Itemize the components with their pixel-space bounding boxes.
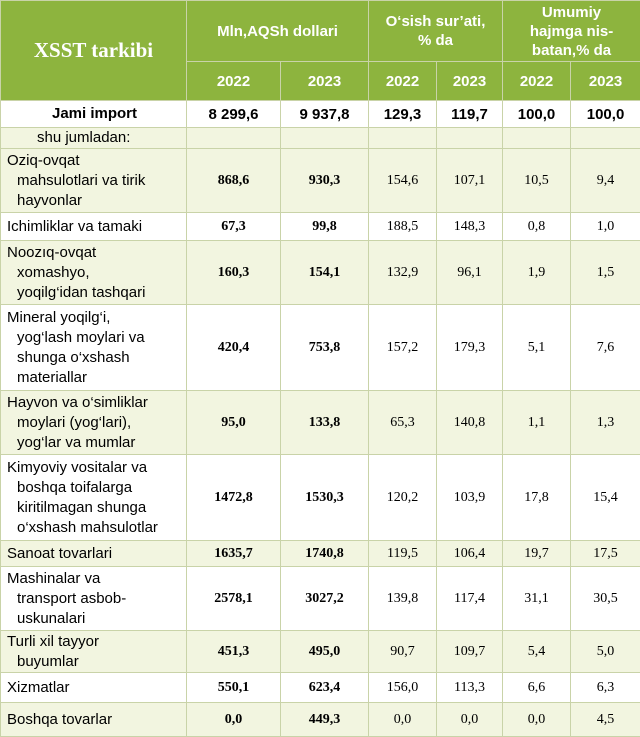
row-value: 0,0 — [503, 703, 571, 737]
row-value: 451,3 — [187, 631, 281, 673]
header-year: 2023 — [437, 62, 503, 101]
row-value: 5,1 — [503, 305, 571, 391]
row-value: 550,1 — [187, 673, 281, 703]
table-row — [1, 391, 640, 455]
row-label-line: yog‘lar va mumlar — [7, 433, 182, 453]
row-label-line: moylari (yog‘lari), — [7, 413, 182, 433]
row-label-line: kiritilmagan shunga — [7, 498, 182, 518]
row-value: 7,6 — [571, 305, 640, 391]
row-value: 420,4 — [187, 305, 281, 391]
total-value: 8 299,6 — [187, 101, 281, 128]
header-year: 2022 — [503, 62, 571, 101]
row-value: 156,0 — [369, 673, 437, 703]
subheader-label: shu jumladan: — [1, 128, 187, 149]
row-value: 99,8 — [281, 213, 369, 241]
row-label-line: Ichimliklar va tamaki — [7, 217, 182, 237]
row-value: 1,3 — [571, 391, 640, 455]
total-value: 129,3 — [369, 101, 437, 128]
empty-cell — [281, 128, 369, 149]
row-value: 179,3 — [437, 305, 503, 391]
row-value: 0,0 — [437, 703, 503, 737]
row-label — [1, 241, 187, 305]
row-label — [1, 567, 187, 631]
row-value: 6,3 — [571, 673, 640, 703]
row-label-line: o‘xshash mahsulotlar — [7, 518, 182, 538]
row-label-line: Sanoat tovarlari — [7, 544, 182, 564]
row-value: 2578,1 — [187, 567, 281, 631]
row-value: 117,4 — [437, 567, 503, 631]
row-label-line: Kimyoviy vositalar va — [7, 458, 182, 478]
row-label-line: hayvonlar — [7, 191, 182, 211]
header-year: 2023 — [571, 62, 640, 101]
row-value: 31,1 — [503, 567, 571, 631]
row-value: 140,8 — [437, 391, 503, 455]
row-value: 1472,8 — [187, 455, 281, 541]
row-value: 449,3 — [281, 703, 369, 737]
row-value: 90,7 — [369, 631, 437, 673]
table-row — [1, 241, 640, 305]
row-label — [1, 391, 187, 455]
header-year: 2022 — [369, 62, 437, 101]
empty-cell — [187, 128, 281, 149]
row-value: 154,1 — [281, 241, 369, 305]
row-value: 3027,2 — [281, 567, 369, 631]
empty-cell — [437, 128, 503, 149]
row-value: 106,4 — [437, 541, 503, 567]
row-label-line: Oziq-ovqat — [7, 151, 182, 171]
row-value: 160,3 — [187, 241, 281, 305]
row-value: 623,4 — [281, 673, 369, 703]
row-value: 19,7 — [503, 541, 571, 567]
total-value: 100,0 — [571, 101, 640, 128]
total-value: 119,7 — [437, 101, 503, 128]
row-value: 753,8 — [281, 305, 369, 391]
table-row — [1, 703, 640, 737]
header-year: 2022 — [187, 62, 281, 101]
header-group-share-line3: batan,% da — [532, 42, 611, 59]
row-value: 6,6 — [503, 673, 571, 703]
row-value: 868,6 — [187, 149, 281, 213]
row-label — [1, 541, 187, 567]
header-group-growth-line2: % da — [418, 32, 453, 49]
row-value: 0,0 — [187, 703, 281, 737]
row-value: 103,9 — [437, 455, 503, 541]
row-value: 109,7 — [437, 631, 503, 673]
row-label — [1, 305, 187, 391]
empty-cell — [571, 128, 640, 149]
row-value: 930,3 — [281, 149, 369, 213]
row-value: 1,1 — [503, 391, 571, 455]
row-label-line: Mashinalar va — [7, 569, 182, 589]
row-label-line: buyumlar — [7, 652, 182, 672]
row-value: 1530,3 — [281, 455, 369, 541]
row-label-line: mahsulotlari va tirik — [7, 171, 182, 191]
row-value: 157,2 — [369, 305, 437, 391]
header-group-share — [503, 1, 640, 62]
row-value: 65,3 — [369, 391, 437, 455]
header-group-share-line1: Umumiy — [542, 4, 601, 21]
empty-cell — [369, 128, 437, 149]
row-label — [1, 455, 187, 541]
row-label-line: transport asbob- — [7, 589, 182, 609]
header-group-growth — [369, 1, 503, 62]
row-value: 1635,7 — [187, 541, 281, 567]
row-value: 95,0 — [187, 391, 281, 455]
table-row — [1, 673, 640, 703]
row-value: 5,4 — [503, 631, 571, 673]
row-value: 113,3 — [437, 673, 503, 703]
row-label-line: yog‘lash moylari va — [7, 328, 182, 348]
row-label — [1, 673, 187, 703]
row-value: 30,5 — [571, 567, 640, 631]
row-value: 10,5 — [503, 149, 571, 213]
table-row — [1, 631, 640, 673]
row-label-line: xomashyo, — [7, 263, 182, 283]
row-value: 132,9 — [369, 241, 437, 305]
table-row — [1, 541, 640, 567]
row-label-line: yoqilg‘idan tashqari — [7, 283, 182, 303]
row-label-line: Boshqa tovarlar — [7, 710, 182, 730]
row-value: 139,8 — [369, 567, 437, 631]
row-value: 0,8 — [503, 213, 571, 241]
row-value: 495,0 — [281, 631, 369, 673]
row-label-line: Xizmatlar — [7, 678, 182, 698]
row-value: 17,8 — [503, 455, 571, 541]
row-value: 9,4 — [571, 149, 640, 213]
header-group-growth-line1: O‘sish sur’ati, — [386, 13, 486, 30]
row-value: 4,5 — [571, 703, 640, 737]
total-value: 100,0 — [503, 101, 571, 128]
row-label-line: Mineral yoqilg‘i, — [7, 308, 182, 328]
header-group-share-line2: hajmga nis- — [530, 23, 613, 40]
row-label — [1, 631, 187, 673]
table-row — [1, 213, 640, 241]
row-label-line: materiallar — [7, 368, 182, 388]
row-value: 5,0 — [571, 631, 640, 673]
row-value: 1,9 — [503, 241, 571, 305]
row-value: 0,0 — [369, 703, 437, 737]
header-title: XSST tarkibi — [1, 1, 187, 101]
row-label — [1, 149, 187, 213]
header-year: 2023 — [281, 62, 369, 101]
empty-cell — [503, 128, 571, 149]
row-value: 1740,8 — [281, 541, 369, 567]
table-row — [1, 149, 640, 213]
row-value: 119,5 — [369, 541, 437, 567]
row-label — [1, 213, 187, 241]
row-value: 1,0 — [571, 213, 640, 241]
total-value: 9 937,8 — [281, 101, 369, 128]
row-value: 154,6 — [369, 149, 437, 213]
row-label — [1, 703, 187, 737]
row-value: 1,5 — [571, 241, 640, 305]
row-label-line: Noozıq-ovqat — [7, 243, 182, 263]
header-group-value: Mln,AQSh dollari — [187, 1, 369, 62]
table-row — [1, 455, 640, 541]
row-value: 15,4 — [571, 455, 640, 541]
row-label-line: boshqa toifalarga — [7, 478, 182, 498]
row-value: 188,5 — [369, 213, 437, 241]
table-row — [1, 567, 640, 631]
row-label-line: Hayvon va o‘simliklar — [7, 393, 182, 413]
row-label-line: uskunalari — [7, 609, 182, 629]
subheader-row — [1, 128, 640, 149]
row-value: 133,8 — [281, 391, 369, 455]
row-value: 96,1 — [437, 241, 503, 305]
row-value: 107,1 — [437, 149, 503, 213]
total-row — [1, 101, 640, 128]
row-value: 17,5 — [571, 541, 640, 567]
row-value: 120,2 — [369, 455, 437, 541]
row-value: 148,3 — [437, 213, 503, 241]
row-label-line: Turli xil tayyor — [7, 632, 182, 652]
row-label-line: shunga o‘xshash — [7, 348, 182, 368]
table-row — [1, 305, 640, 391]
total-label: Jami import — [1, 101, 187, 128]
row-value: 67,3 — [187, 213, 281, 241]
